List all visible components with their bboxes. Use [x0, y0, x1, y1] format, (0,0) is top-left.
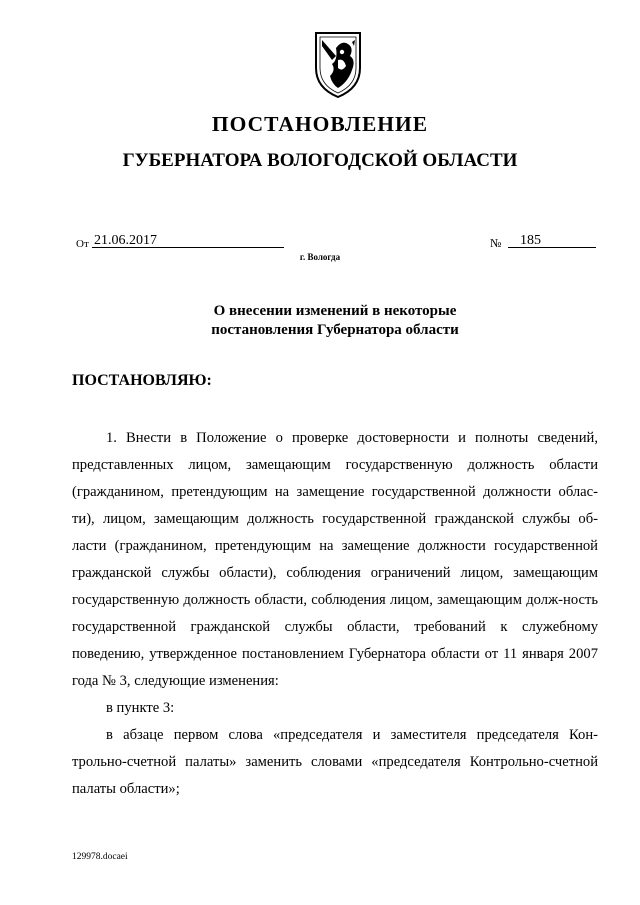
subject-line-2: постановления Губернатора области [211, 322, 459, 338]
paragraph-2: в пункте 3: [106, 700, 175, 716]
document-date: 21.06.2017 [94, 233, 157, 248]
paragraph-1: 1. Внести в Положение о проверке достоверности и полноты сведений, представленных лицом, замещающим государственную должность области (гражданином, претендующим на замещение государственной должности облас-ти), лицом, замещающим должность государственной гражданской службы об-ласти (гражданином, претендующим на замещение должности государственной гражданской службы области), соблюдения ограничений лицом, замещающим государственную должность области, соблюдения лицом, замещающим долж-ность государственной гражданской службы области, требований к служебному поведению, утвержденное постановлением Губернатора области от 11 января 2007 года № 3, следующие изменения: [72, 430, 598, 689]
file-name: 129978.docaei [72, 852, 128, 862]
decree-heading: ПОСТАНОВЛЯЮ: [72, 372, 212, 389]
paragraph-3: в абзаце первом слова «председателя и заместителя председателя Кон-трольно-счетной палаты» заменить словами «председателя Контрольно-счетной палаты области»; [72, 727, 598, 797]
city: г. Вологда [299, 252, 341, 262]
subject-line-1: О внесении изменений в некоторые [213, 303, 457, 319]
number-prefix: № [490, 236, 502, 250]
document-subject [0, 302, 640, 340]
document-number: 185 [520, 233, 541, 248]
issuing-authority: ГУБЕРНАТОРА ВОЛОГОДСКОЙ ОБЛАСТИ [122, 150, 518, 171]
document-title: ПОСТАНОВЛЕНИЕ [211, 112, 429, 136]
document-body [72, 425, 598, 803]
date-prefix: От [76, 238, 89, 250]
coat-of-arms-icon [302, 30, 374, 100]
